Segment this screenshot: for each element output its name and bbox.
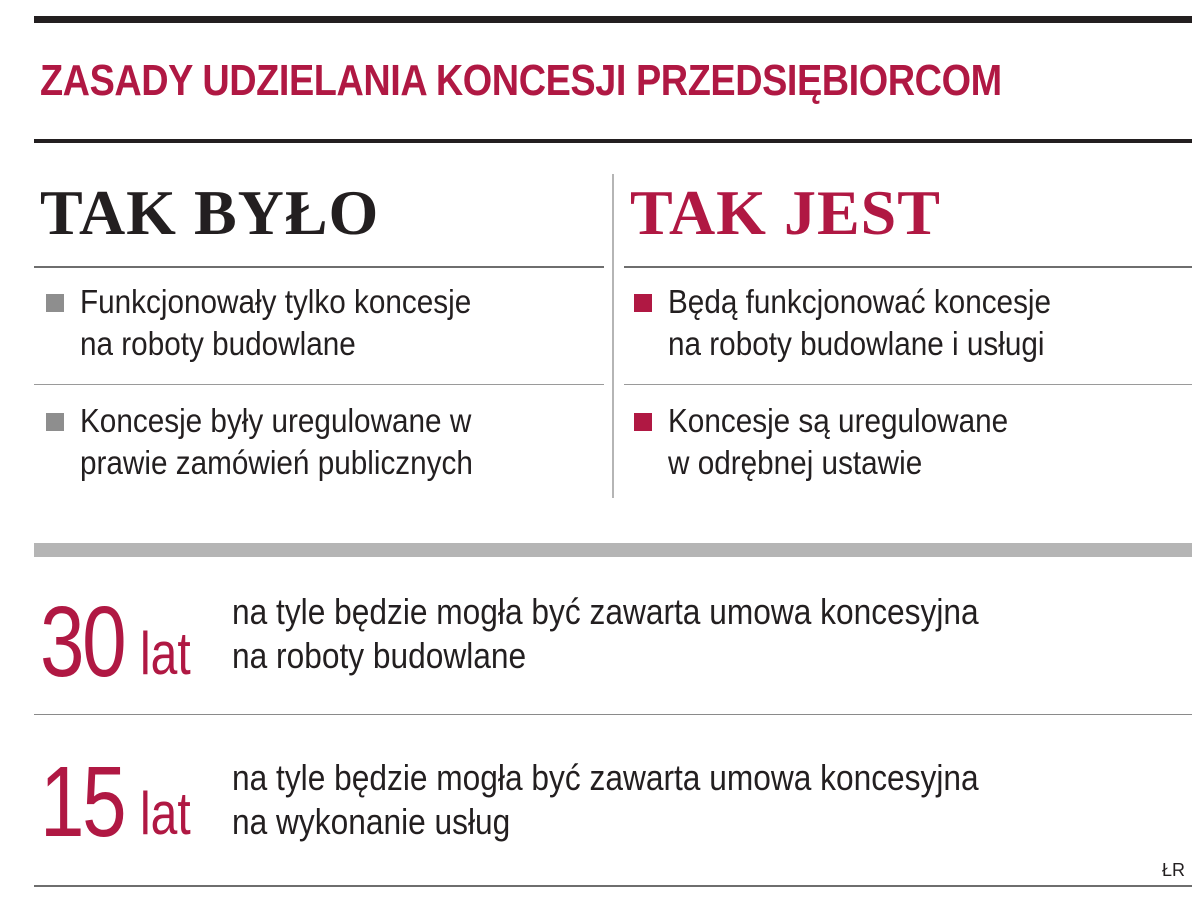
stat-rule bbox=[34, 714, 1192, 715]
stat-2-line-1: na tyle będzie mogła być zawarta umowa koncesyjna bbox=[232, 757, 979, 798]
square-bullet-icon bbox=[634, 294, 652, 312]
before-heading-rule bbox=[34, 266, 604, 268]
square-bullet-icon bbox=[46, 413, 64, 431]
stat-2-line-2: na wykonanie usług bbox=[232, 801, 511, 842]
title-rule bbox=[34, 139, 1192, 143]
stat-1-number: 30 bbox=[40, 586, 125, 698]
now-item-2 bbox=[668, 400, 1008, 484]
before-item-2-line-1: Koncesje były uregulowane w bbox=[80, 402, 472, 439]
now-item-1-line-1: Będą funkcjonować koncesje bbox=[668, 283, 1052, 320]
now-item-2-line-2: w odrębnej ustawie bbox=[668, 444, 923, 481]
before-item-1 bbox=[80, 281, 471, 365]
stat-2-description bbox=[232, 756, 979, 844]
square-bullet-icon bbox=[46, 294, 64, 312]
bottom-rule bbox=[34, 885, 1192, 887]
now-item-rule bbox=[624, 384, 1192, 385]
infographic-title: ZASADY UDZIELANIA KONCESJI PRZEDSIĘBIORCOM bbox=[40, 56, 1002, 105]
now-item-1 bbox=[668, 281, 1051, 365]
now-heading: TAK JEST bbox=[630, 177, 941, 248]
author-credit: ŁR bbox=[1162, 860, 1186, 880]
stat-1-line-2: na roboty budowlane bbox=[232, 635, 527, 676]
stat-1-unit: lat bbox=[140, 620, 191, 687]
section-band bbox=[34, 543, 1192, 557]
now-item-2-line-1: Koncesje są uregulowane bbox=[668, 402, 1009, 439]
before-item-rule bbox=[34, 384, 604, 385]
stat-1-description bbox=[232, 590, 979, 678]
now-item-1-line-2: na roboty budowlane i usługi bbox=[668, 325, 1045, 362]
stat-1-line-1: na tyle będzie mogła być zawarta umowa koncesyjna bbox=[232, 591, 979, 632]
top-rule bbox=[34, 16, 1192, 23]
before-item-2 bbox=[80, 400, 473, 484]
column-divider bbox=[612, 174, 614, 498]
stat-2-unit: lat bbox=[140, 780, 191, 847]
now-heading-rule bbox=[624, 266, 1192, 268]
before-item-2-line-2: prawie zamówień publicznych bbox=[80, 444, 473, 481]
square-bullet-icon bbox=[634, 413, 652, 431]
before-item-1-line-1: Funkcjonowały tylko koncesje bbox=[80, 283, 472, 320]
stat-2-number: 15 bbox=[40, 746, 125, 858]
before-heading: TAK BYŁO bbox=[40, 177, 380, 248]
before-item-1-line-2: na roboty budowlane bbox=[80, 325, 356, 362]
